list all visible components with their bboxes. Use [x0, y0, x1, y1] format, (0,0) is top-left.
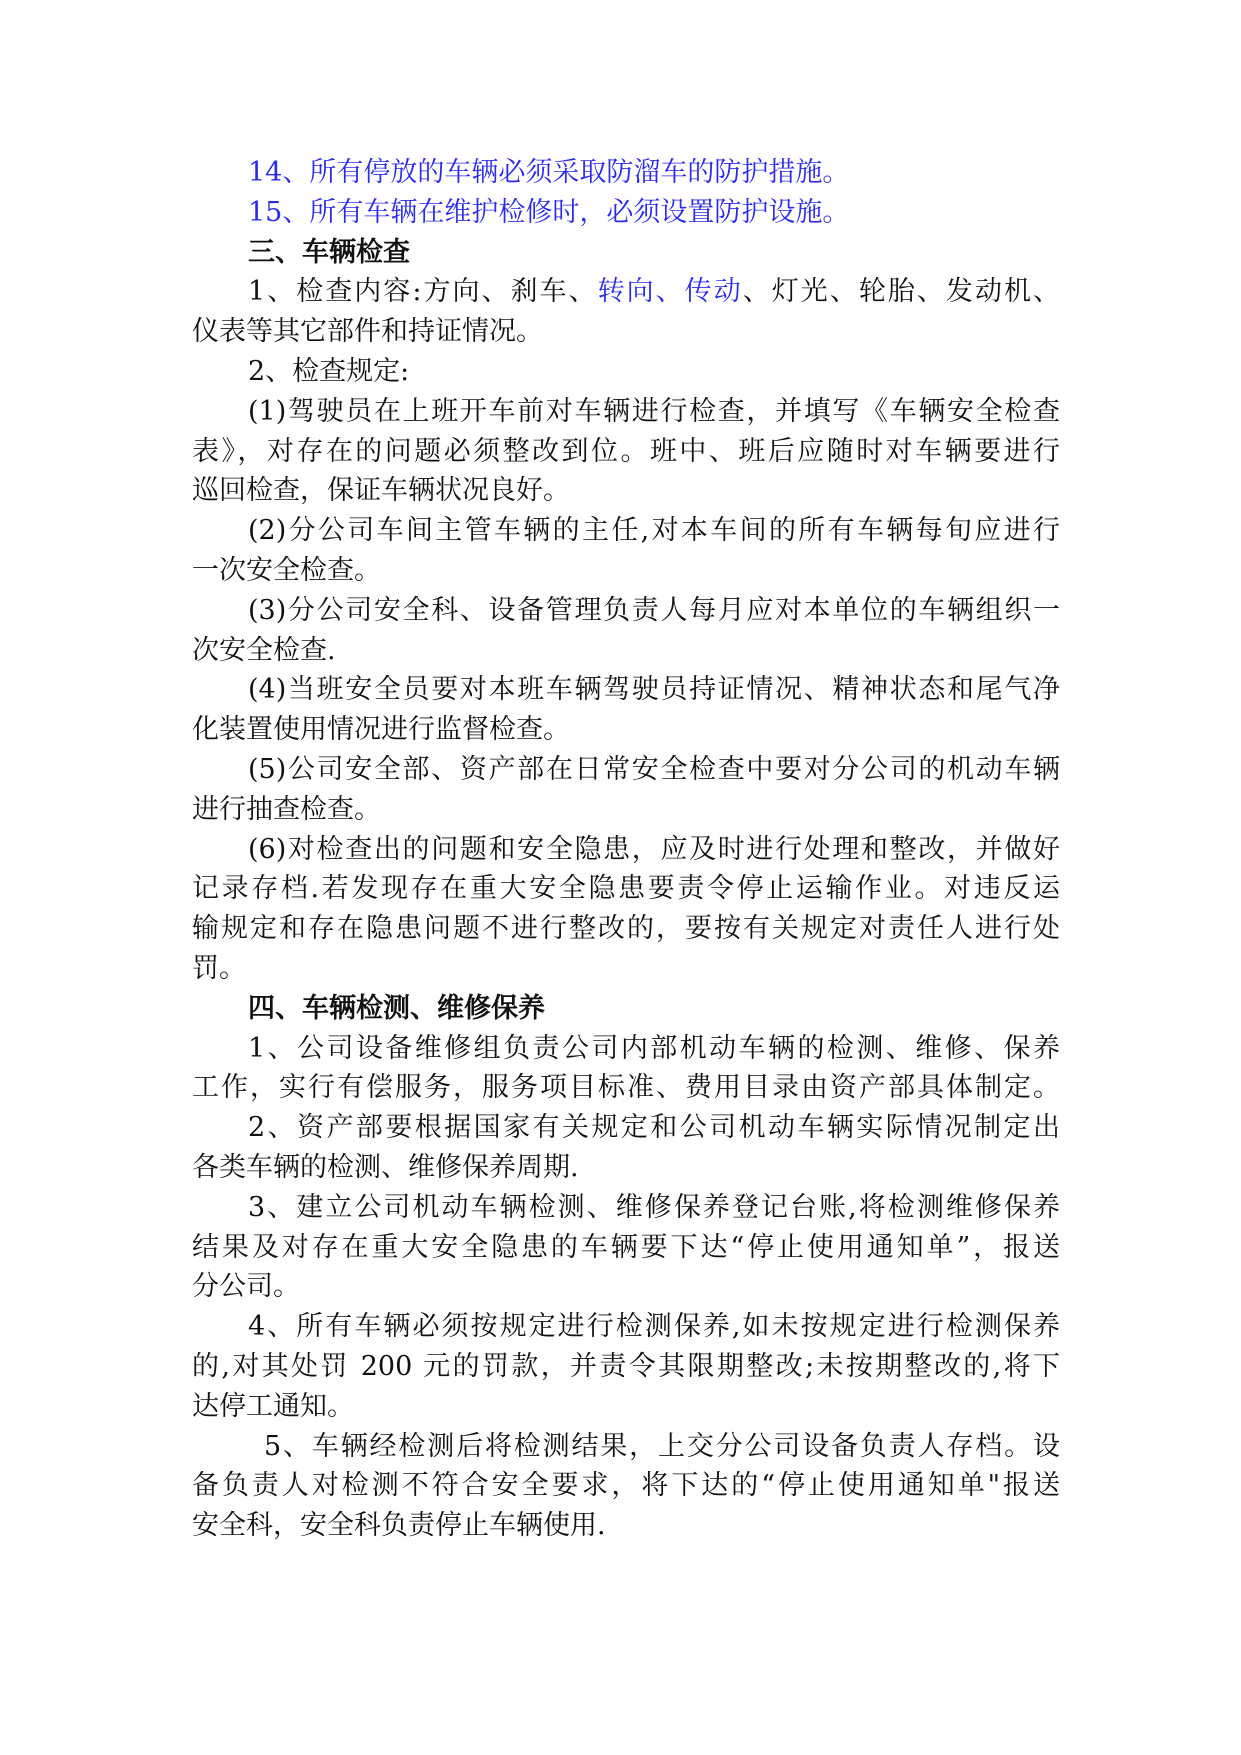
text-line [192, 949, 1060, 989]
text-segment: 仪表等其它部件和持证情况。 [192, 316, 543, 348]
text-line [192, 1387, 1060, 1427]
text-line [192, 551, 1060, 591]
text-line [192, 710, 1060, 750]
text-line [192, 1427, 1060, 1467]
text-segment: 3、建立公司机动车辆检测、维修保养登记台账,将检测维修保养 [248, 1191, 1060, 1223]
text-line [192, 193, 1060, 233]
highlighted-text: 转向、传动 [597, 276, 743, 308]
text-line [192, 1108, 1060, 1148]
text-line [192, 471, 1060, 511]
text-segment: 达停工通知。 [192, 1390, 354, 1422]
text-segment: 备负责人对检测不符合安全要求，将下达的“停止使用通知单"报送 [192, 1470, 1060, 1502]
text-line [192, 1148, 1060, 1188]
document-page [192, 153, 1060, 1546]
section-heading [192, 233, 1060, 273]
text-segment: 结果及对存在重大安全隐患的车辆要下达“停止使用通知单”，报送 [192, 1231, 1060, 1263]
text-segment: 5、车辆经检测后将检测结果，上交分公司设备负责人存档。设 [264, 1430, 1060, 1462]
text-segment: 安全科，安全科负责停止车辆使用. [192, 1510, 606, 1542]
text-segment: 的,对其处罚 200 元的罚款，并责令其限期整改;未按期整改的,将下 [192, 1350, 1060, 1382]
text-line [192, 1506, 1060, 1546]
text-line [192, 352, 1060, 392]
text-segment: (3)分公司安全科、设备管理负责人每月应对本单位的车辆组织一 [248, 594, 1060, 626]
text-line [192, 1347, 1060, 1387]
text-line [192, 392, 1060, 432]
text-line [192, 790, 1060, 830]
text-segment: (1)驾驶员在上班开车前对车辆进行检查，并填写《车辆安全检查 [248, 395, 1060, 427]
text-line [192, 1188, 1060, 1228]
text-line [192, 1267, 1060, 1307]
text-segment: 1、公司设备维修组负责公司内部机动车辆的检测、维修、保养 [248, 1032, 1060, 1064]
text-line [192, 909, 1060, 949]
text-line [192, 1307, 1060, 1347]
text-line [192, 1466, 1060, 1506]
text-line [192, 1029, 1060, 1069]
text-segment: 输规定和存在隐患问题不进行整改的，要按有关规定对责任人进行处 [192, 913, 1060, 945]
text-segment: 、灯光、轮胎、发动机、 [742, 276, 1061, 308]
text-line [192, 312, 1060, 352]
text-line [192, 591, 1060, 631]
text-line [192, 750, 1060, 790]
text-segment: 记录存档.若发现存在重大安全隐患要责令停止运输作业。对违反运 [192, 873, 1060, 905]
highlighted-text: 15、所有车辆在维护检修时，必须设置防护设施。 [248, 196, 850, 228]
text-segment: (2)分公司车间主管车辆的主任,对本车间的所有车辆每旬应进行 [248, 515, 1060, 547]
text-segment: 一次安全检查。 [192, 554, 381, 586]
text-segment: (4)当班安全员要对本班车辆驾驶员持证情况、精神状态和尾气净 [248, 674, 1060, 706]
section-heading [192, 989, 1060, 1029]
text-segment: 四、车辆检测、维修保养 [248, 992, 545, 1024]
text-segment: 工作，实行有偿服务，服务项目标准、费用目录由资产部具体制定。 [192, 1072, 1060, 1104]
text-line [192, 830, 1060, 870]
text-line [192, 1228, 1060, 1268]
text-segment: 表》，对存在的问题必须整改到位。班中、班后应随时对车辆要进行 [192, 435, 1060, 467]
text-segment: (6)对检查出的问题和安全隐患，应及时进行处理和整改，并做好 [248, 833, 1060, 865]
text-segment: 巡回检查，保证车辆状况良好。 [192, 475, 570, 507]
text-line [192, 432, 1060, 472]
text-segment: (5)公司安全部、资产部在日常安全检查中要对分公司的机动车辆 [248, 753, 1060, 785]
text-segment: 4、所有车辆必须按规定进行检测保养,如未按规定进行检测保养 [248, 1311, 1060, 1343]
text-line [192, 631, 1060, 671]
text-line [192, 153, 1060, 193]
text-segment: 次安全检查. [192, 634, 336, 666]
text-segment: 2、资产部要根据国家有关规定和公司机动车辆实际情况制定出 [248, 1112, 1060, 1144]
text-segment: 三、车辆检查 [248, 236, 410, 268]
text-segment: 各类车辆的检测、维修保养周期. [192, 1151, 579, 1183]
text-segment: 罚。 [192, 952, 246, 984]
text-line [192, 272, 1060, 312]
text-line [192, 869, 1060, 909]
text-segment: 分公司。 [192, 1271, 300, 1303]
text-line [192, 1068, 1060, 1108]
highlighted-text: 14、所有停放的车辆必须采取防溜车的防护措施。 [248, 157, 850, 188]
text-segment: 1、检查内容:方向、刹车、 [248, 276, 598, 308]
text-segment: 进行抽查检查。 [192, 793, 381, 825]
text-line [192, 511, 1060, 551]
text-segment: 化装置使用情况进行监督检查。 [192, 714, 570, 746]
text-segment: 2、检查规定: [248, 355, 410, 387]
text-line [192, 670, 1060, 710]
